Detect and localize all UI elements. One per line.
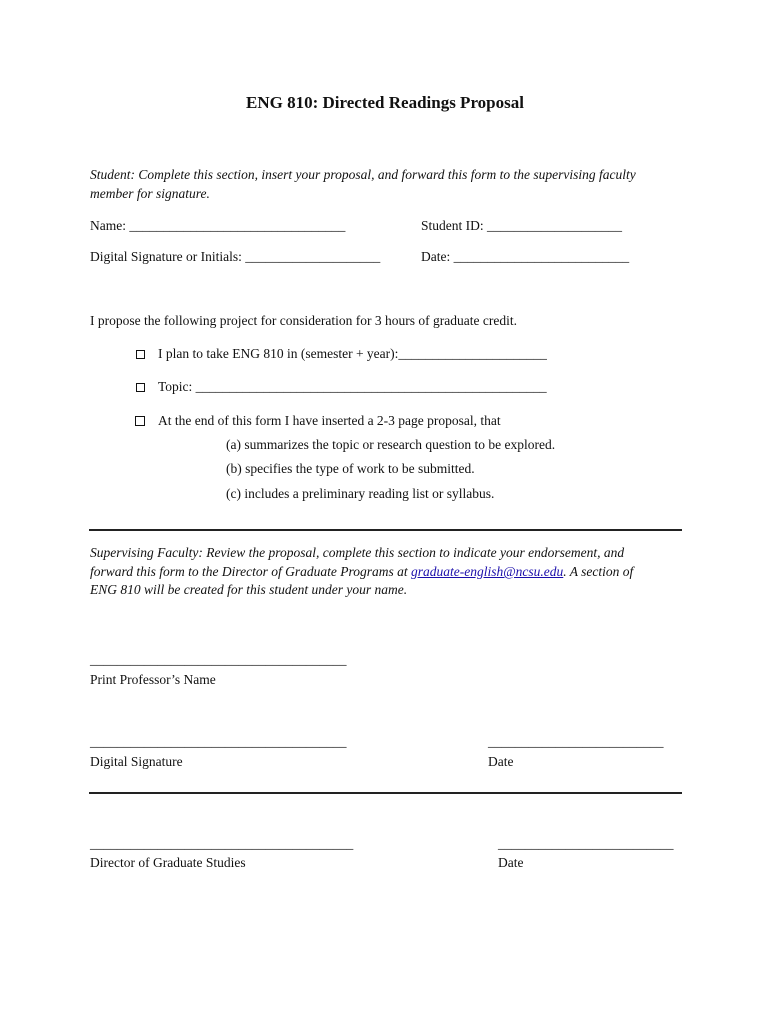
- proposal-inserted-checkbox[interactable]: [135, 416, 145, 426]
- graduate-english-email-link[interactable]: graduate-english@ncsu.edu: [411, 564, 564, 579]
- subitem-a: (a) summarizes the topic or research question to be explored.: [226, 437, 556, 452]
- faculty-instructions-line2: [90, 564, 633, 580]
- faculty-instructions-line3: ENG 810 will be created for this student under your name.: [90, 582, 408, 597]
- signature-initials-field[interactable]: Digital Signature or Initials: ____________________: [90, 249, 381, 264]
- student-instructions-line1: Student: Complete this section, insert your proposal, and forward this form to the supervising faculty: [90, 167, 636, 182]
- subitem-c: (c) includes a preliminary reading list or syllabus.: [226, 486, 495, 501]
- faculty-instructions-line1: Supervising Faculty: Review the proposal, complete this section to indicate your endorsement, and: [90, 545, 625, 560]
- faculty-instructions-line2-start: forward this form to the Director of Graduate Programs at: [90, 564, 412, 579]
- student-id-field[interactable]: Student ID: ____________________: [421, 218, 622, 233]
- director-signature-line[interactable]: _______________________________________: [90, 836, 354, 851]
- faculty-signature-line[interactable]: ______________________________________: [90, 734, 347, 749]
- faculty-date-label: Date: [488, 754, 514, 769]
- name-field[interactable]: Name: ________________________________: [90, 218, 346, 233]
- director-date-label: Date: [498, 855, 524, 870]
- faculty-signature-label: Digital Signature: [90, 754, 183, 769]
- director-date-line[interactable]: __________________________: [498, 836, 674, 851]
- section-divider-1: [89, 529, 682, 531]
- student-instructions-line2: member for signature.: [90, 186, 210, 201]
- semester-checkbox[interactable]: [136, 350, 145, 359]
- faculty-instructions-line2-end: . A section of: [563, 564, 634, 579]
- professor-name-label: Print Professor’s Name: [90, 672, 216, 687]
- proposal-inserted-item: At the end of this form I have inserted a 2-3 page proposal, that: [158, 413, 501, 428]
- professor-name-line[interactable]: ______________________________________: [90, 652, 347, 667]
- topic-checkbox[interactable]: [136, 383, 145, 392]
- topic-item[interactable]: Topic: ____________________________________________________: [158, 379, 547, 394]
- student-date-field[interactable]: Date: __________________________: [421, 249, 630, 264]
- proposal-intro: I propose the following project for consideration for 3 hours of graduate credit.: [90, 313, 517, 328]
- semester-item[interactable]: I plan to take ENG 810 in (semester + year):______________________: [158, 346, 547, 361]
- section-divider-2: [89, 792, 682, 794]
- director-signature-label: Director of Graduate Studies: [90, 855, 246, 870]
- page-title: ENG 810: Directed Readings Proposal: [246, 93, 524, 112]
- subitem-b: (b) specifies the type of work to be submitted.: [226, 461, 475, 476]
- faculty-date-line[interactable]: __________________________: [488, 734, 664, 749]
